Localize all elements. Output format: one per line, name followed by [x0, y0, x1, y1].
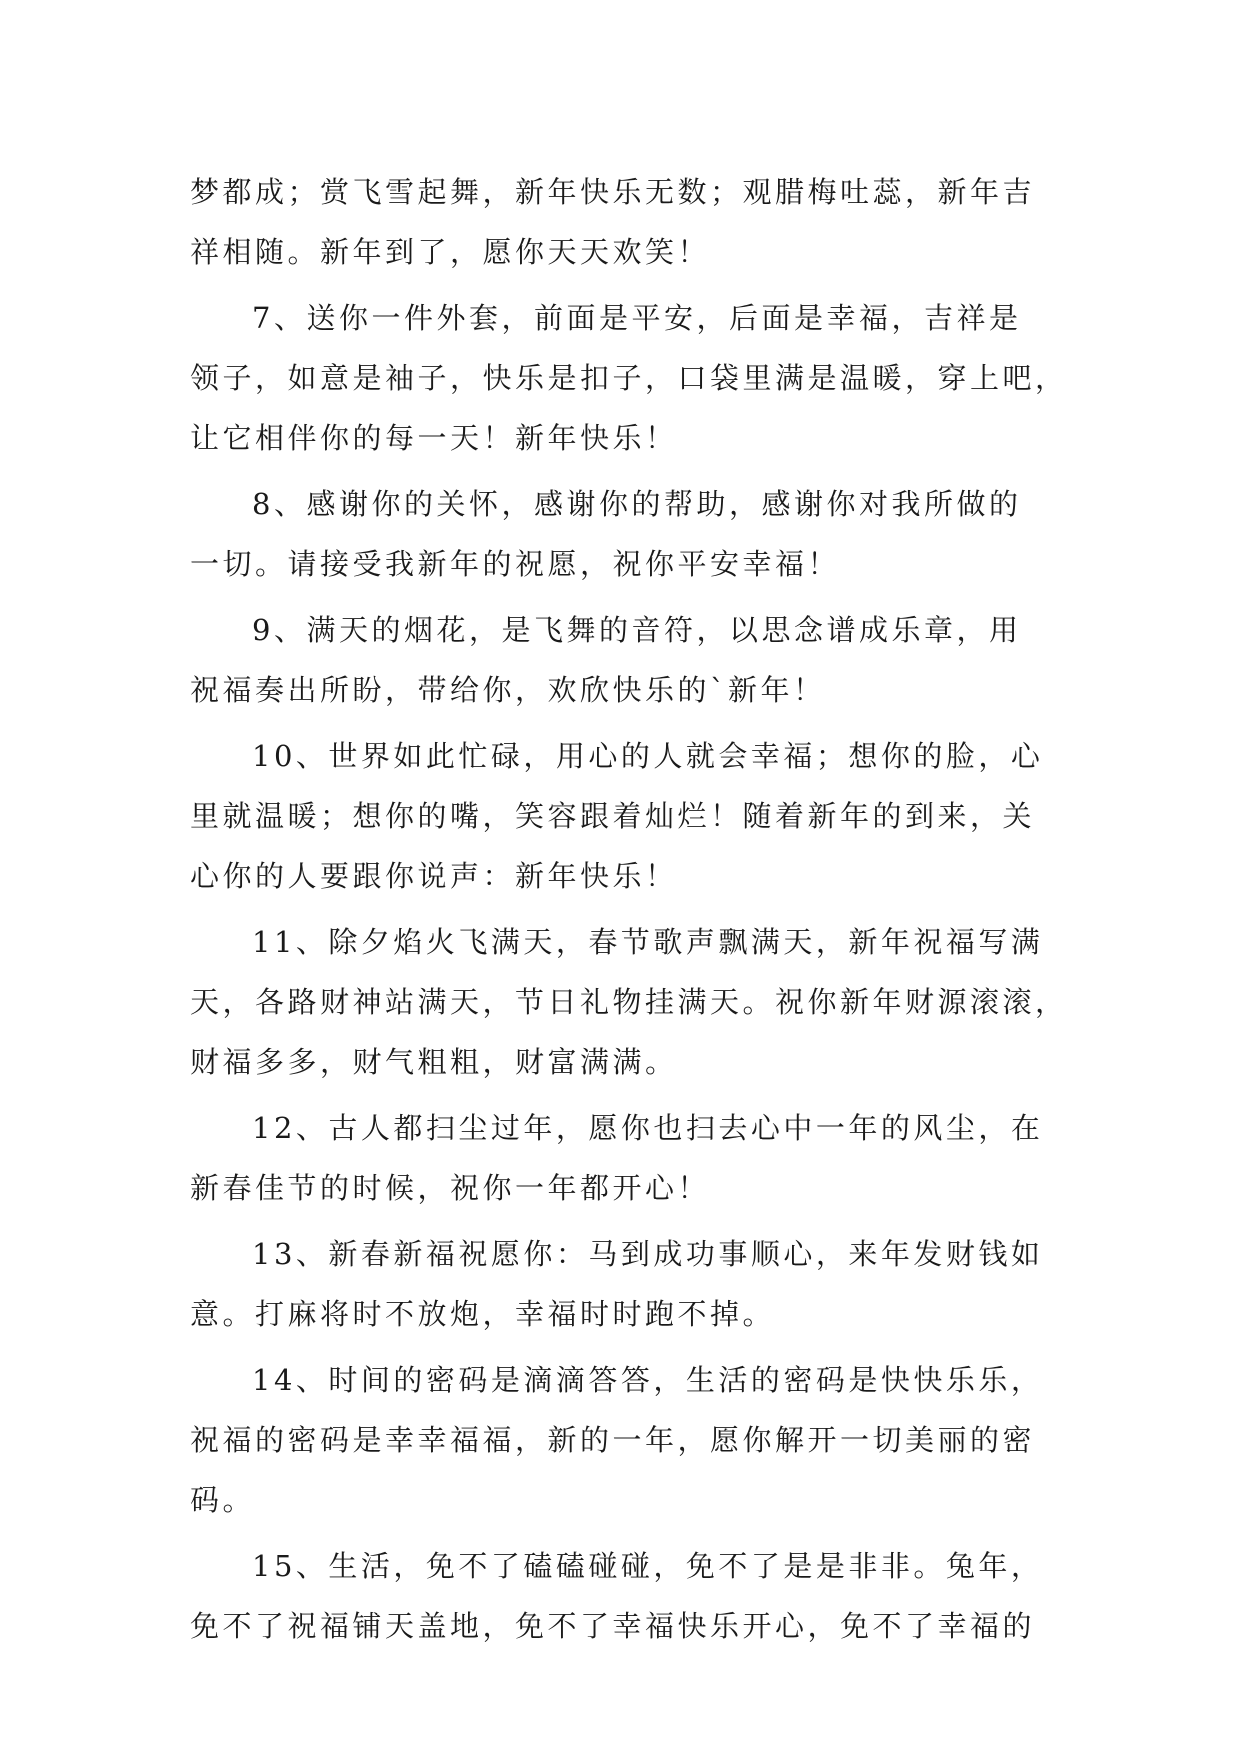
- text-line: 一切。请接受我新年的祝愿，祝你平安幸福！: [190, 547, 841, 581]
- text-line: 祥相随。新年到了，愿你天天欢笑！: [190, 235, 711, 269]
- paragraph: [190, 600, 1070, 720]
- text-line: 梦都成；赏飞雪起舞，新年快乐无数；观腊梅吐蕊，新年吉: [190, 175, 1036, 209]
- paragraph: [190, 162, 1070, 282]
- paragraph: [190, 1098, 1070, 1218]
- text-line: 7、送你一件外套，前面是平安，后面是幸福，吉祥是: [252, 301, 1022, 335]
- text-line: 码。: [190, 1483, 256, 1517]
- text-line: 里就温暖；想你的嘴，笑容跟着灿烂！随着新年的到来，关: [190, 799, 1036, 833]
- paragraph: [190, 726, 1070, 906]
- text-line: 意。打麻将时不放炮，幸福时时跑不掉。: [190, 1297, 776, 1331]
- text-line: 12、古人都扫尘过年，愿你也扫去心中一年的风尘，在: [252, 1111, 1044, 1145]
- text-line: 祝福奏出所盼，带给你，欢欣快乐的`新年！: [190, 673, 826, 707]
- text-line: 新春佳节的时候，祝你一年都开心！: [190, 1171, 711, 1205]
- text-line: 10、世界如此忙碌，用心的人就会幸福；想你的脸，心: [252, 739, 1044, 773]
- text-line: 15、生活，免不了磕磕碰碰，免不了是是非非。兔年，: [252, 1549, 1044, 1583]
- text-line: 领子，如意是袖子，快乐是扣子，口袋里满是温暖，穿上吧，: [190, 361, 1068, 395]
- text-line: 11、除夕焰火飞满天，春节歌声飘满天，新年祝福写满: [252, 925, 1044, 959]
- text-line: 祝福的密码是幸幸福福，新的一年，愿你解开一切美丽的密: [190, 1423, 1036, 1457]
- text-line: 14、时间的密码是滴滴答答，生活的密码是快快乐乐，: [252, 1363, 1044, 1397]
- text-line: 天，各路财神站满天，节日礼物挂满天。祝你新年财源滚滚，: [190, 985, 1068, 1019]
- paragraph: [190, 1224, 1070, 1344]
- document-body: [190, 162, 1070, 1656]
- paragraph: [190, 474, 1070, 594]
- paragraph: [190, 1350, 1070, 1530]
- text-line: 8、感谢你的关怀，感谢你的帮助，感谢你对我所做的: [252, 487, 1022, 521]
- text-line: 免不了祝福铺天盖地，免不了幸福快乐开心，免不了幸福的: [190, 1609, 1036, 1643]
- text-line: 财福多多，财气粗粗，财富满满。: [190, 1045, 678, 1079]
- text-line: 13、新春新福祝愿你：马到成功事顺心，来年发财钱如: [252, 1237, 1044, 1271]
- paragraph: [190, 1536, 1070, 1656]
- text-line: 心你的人要跟你说声：新年快乐！: [190, 859, 678, 893]
- text-line: 9、满天的烟花，是飞舞的音符，以思念谱成乐章，用: [252, 613, 1022, 647]
- paragraph: [190, 288, 1070, 468]
- text-line: 让它相伴你的每一天！新年快乐！: [190, 421, 678, 455]
- paragraph: [190, 912, 1070, 1092]
